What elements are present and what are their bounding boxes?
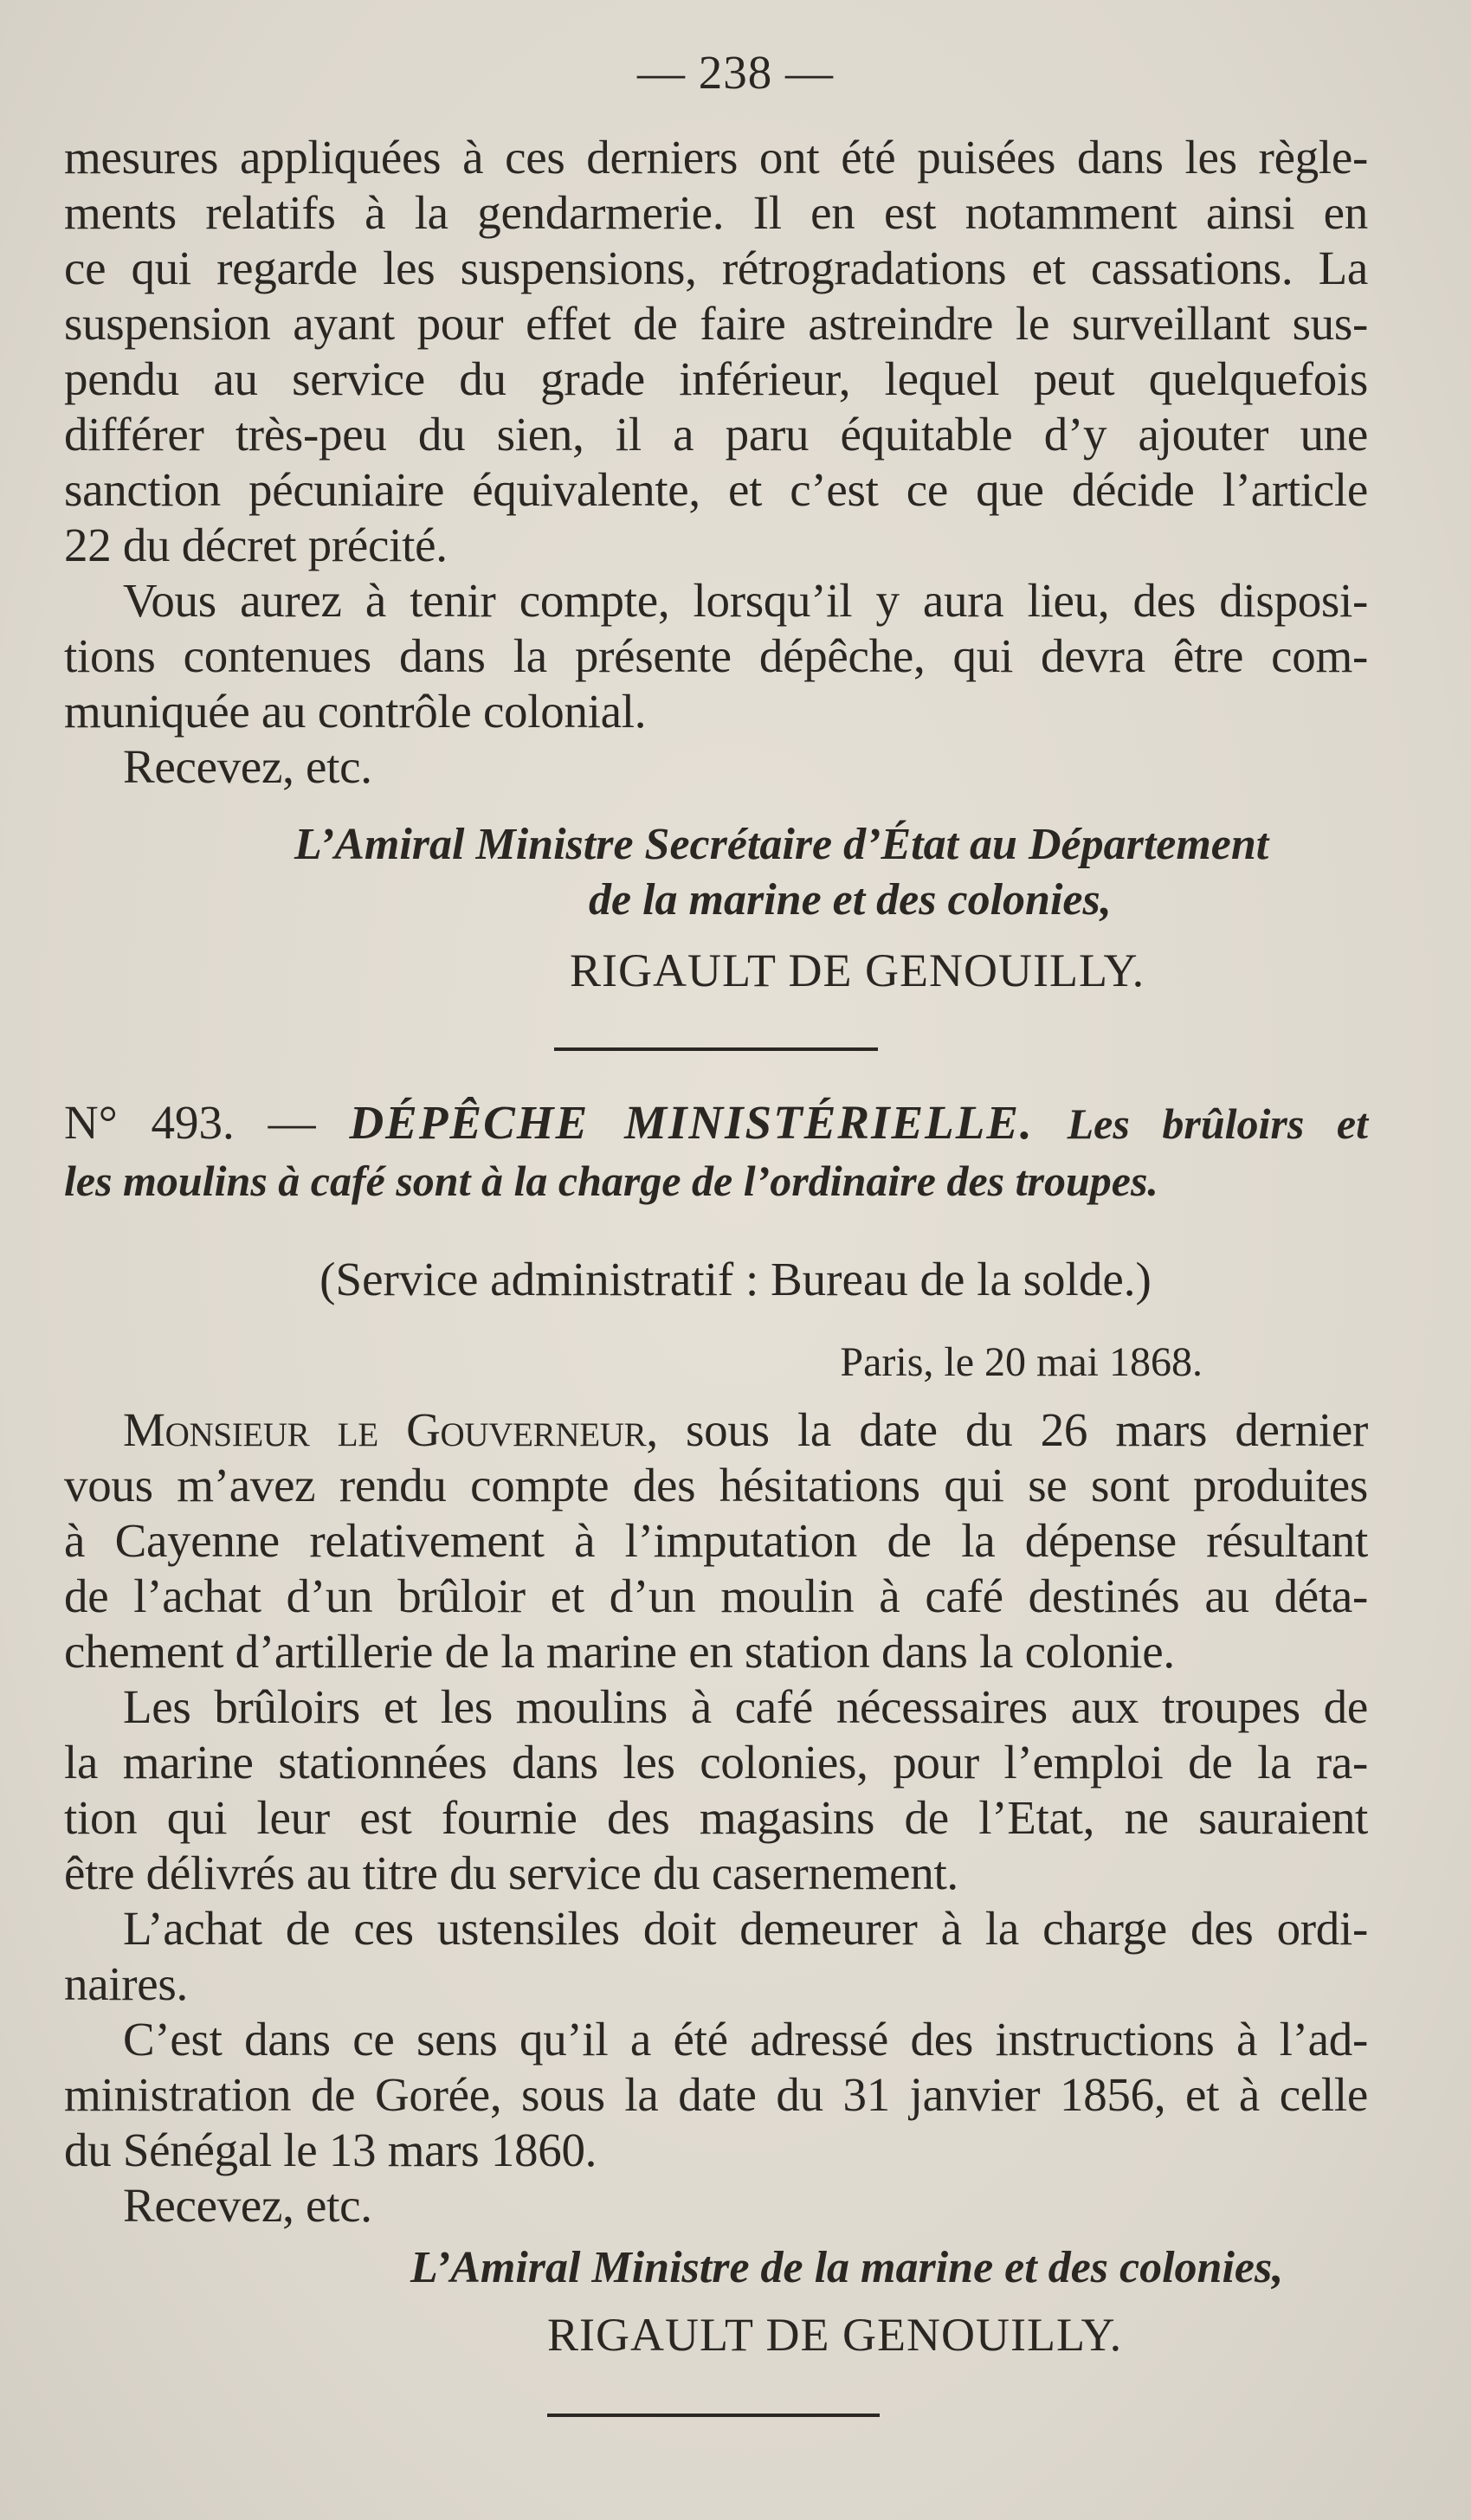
text-line: être délivrés au titre du service du casernement.	[64, 1846, 958, 1899]
text-line: tion qui leur est fournie des magasins de l’Etat, ne sauraient	[64, 1791, 1368, 1844]
dispatch-subject-start: Les brûloirs et	[1067, 1099, 1369, 1148]
text-line: naires.	[64, 1957, 188, 2010]
text-line: Les brûloirs et les moulins à café nécessaires aux troupes de	[123, 1680, 1368, 1733]
text-line: différer très-peu du sien, il a paru équitable d’y ajouter une	[64, 408, 1368, 461]
section-divider	[554, 1047, 878, 1051]
dispatch-heading	[64, 1094, 1368, 1209]
service-line: (Service administratif : Bureau de la solde.)	[319, 1253, 1152, 1305]
signature-name: RIGAULT DE GENOUILLY.	[570, 944, 1145, 996]
signature-title-line-1: L’Amiral Ministre Secrétaire d’État au Département	[294, 820, 1269, 869]
text-line: suspension ayant pour effet de faire astreindre le surveillant sus-	[64, 297, 1368, 350]
text-line: L’achat de ces ustensiles doit demeurer à la charge des ordi-	[123, 1902, 1368, 1955]
dispatch-number: N° 493. —	[64, 1096, 316, 1149]
text-line: ministration de Gorée, sous la date du 31 janvier 1856, et à celle	[64, 2068, 1368, 2121]
dispatch-heading-line-1	[64, 1094, 1368, 1152]
text-line: la marine stationnées dans les colonies, pour l’emploi de la ra-	[64, 1736, 1368, 1788]
paragraph-block-1	[64, 130, 1368, 795]
text-line: Recevez, etc.	[123, 2179, 372, 2232]
text-line	[64, 1402, 1368, 1458]
text-line: sanction pécuniaire équivalente, et c’est ce que décide l’article	[64, 463, 1368, 516]
text-line: vous m’avez rendu compte des hésitations qui se sont produites	[64, 1459, 1368, 1511]
text-line: pendu au service du grade inférieur, lequel peut quelquefois	[64, 352, 1368, 405]
text-line: ce qui regarde les suspensions, rétrogradations et cassations. La	[64, 242, 1368, 294]
paragraph-block-2	[64, 1402, 1368, 2233]
text-line: du Sénégal le 13 mars 1860.	[64, 2124, 597, 2176]
text-line: chement d’artillerie de la marine en station dans la colonie.	[64, 1625, 1175, 1678]
signature-title-line-2: de la marine et des colonies,	[589, 875, 1112, 925]
text-line: tions contenues dans la présente dépêche, qui devra être com-	[64, 629, 1368, 682]
text-line: 22 du décret précité.	[64, 519, 448, 571]
text-line: mesures appliquées à ces derniers ont été puisées dans les règle-	[64, 131, 1368, 184]
signature-name: RIGAULT DE GENOUILLY.	[547, 2309, 1123, 2361]
text-line: de l’achat d’un brûloir et d’un moulin à café destinés au déta-	[64, 1569, 1368, 1622]
text-line: muniquée au contrôle colonial.	[64, 685, 647, 738]
text-line: Recevez, etc.	[123, 740, 372, 793]
page-number: — 238 —	[637, 46, 834, 99]
signature-title: L’Amiral Ministre de la marine et des colonies,	[410, 2243, 1284, 2292]
text-line: Vous aurez à tenir compte, lorsqu’il y aura lieu, des disposi-	[123, 574, 1368, 627]
text-line: à Cayenne relativement à l’imputation de la dépense résultant	[64, 1514, 1368, 1567]
text-line: ments relatifs à la gendarmerie. Il en est notamment ainsi en	[64, 186, 1368, 239]
dispatch-title: DÉPÊCHE MINISTÉRIELLE.	[349, 1096, 1034, 1149]
dateline: Paris, le 20 mai 1868.	[840, 1339, 1203, 1385]
text-line: C’est dans ce sens qu’il a été adressé des instructions à l’ad-	[123, 2013, 1368, 2066]
salutation: Monsieur le Gouverneur,	[123, 1403, 658, 1456]
salutation-continuation: sous la date du 26 mars dernier	[657, 1403, 1368, 1456]
section-divider	[547, 2414, 880, 2417]
dispatch-subject-line-2: les moulins à café sont à la charge de l’ordinaire des troupes.	[64, 1157, 1158, 1205]
